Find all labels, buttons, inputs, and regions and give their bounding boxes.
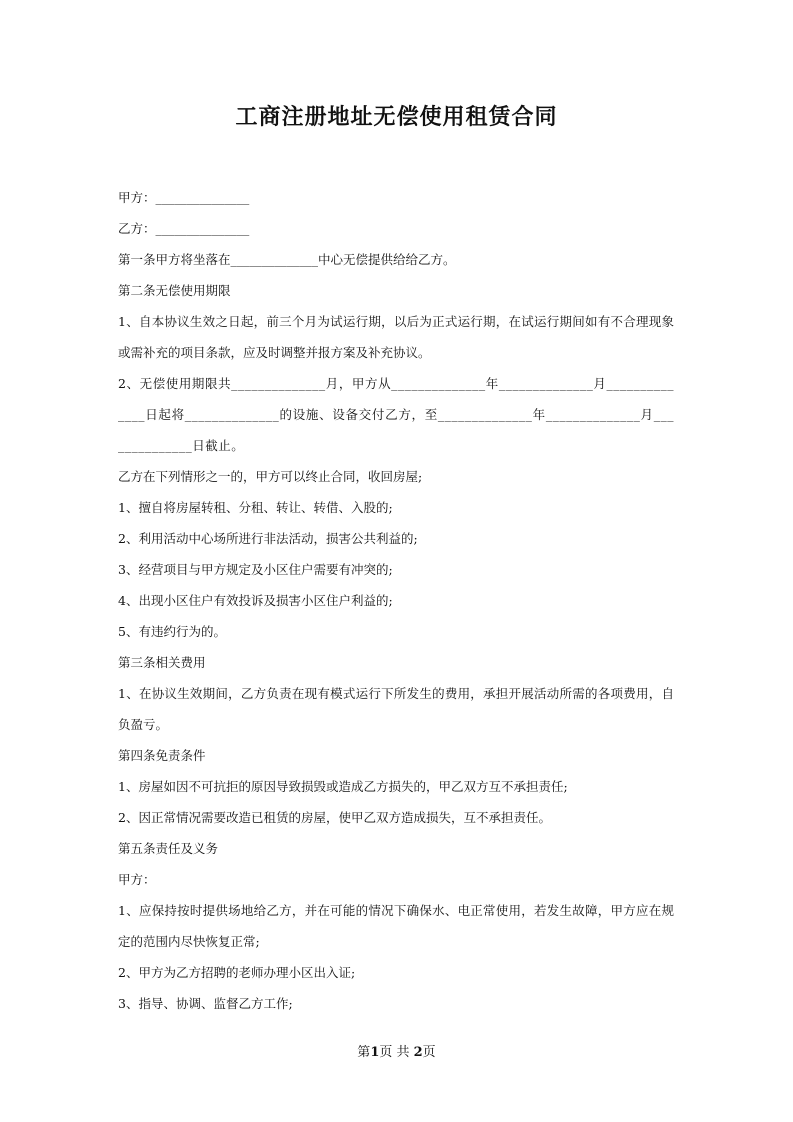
termination-item-2: 2、利用活动中心场所进行非法活动，损害公共利益的; [118, 531, 418, 546]
footer-middle: 页 共 [379, 1045, 414, 1060]
article-3-clause-1: 1、在协议生效期间，乙方负责在现有模式运行下所发生的费用，承担开展活动所需的各项费用，自负盈亏。 [118, 686, 674, 732]
article-2-clause-2: 2、无偿使用期限共______________月，甲方从______________年______________月______________日起将______________的设施、设备交付乙方，至______________年______________月______________日截止。 [118, 376, 674, 453]
footer-suffix: 页 [422, 1045, 436, 1060]
article-2-heading: 第二条无偿使用期限 [118, 283, 231, 298]
party-a-duty-1: 1、应保持按时提供场地给乙方，并在可能的情况下确保水、电正常使用，若发生故障，甲方应在规定的范围内尽快恢复正常; [118, 903, 674, 949]
party-a-line: 甲方：_______________ [118, 190, 250, 205]
article-4-clause-2: 2、因正常情况需要改造已租赁的房屋，使甲乙双方造成损失，互不承担责任。 [118, 810, 551, 825]
termination-intro: 乙方在下列情形之一的，甲方可以终止合同，收回房屋; [118, 469, 423, 484]
current-page-number: 1 [370, 1045, 380, 1060]
termination-item-3: 3、经营项目与甲方规定及小区住户需要有冲突的; [118, 562, 393, 577]
termination-item-4: 4、出现小区住户有效投诉及损害小区住户利益的; [118, 593, 393, 608]
document-body [118, 182, 674, 1019]
party-b-line: 乙方：_______________ [118, 221, 250, 236]
footer-prefix: 第 [357, 1045, 371, 1060]
document-title: 工商注册地址无偿使用租赁合同 [235, 104, 558, 130]
party-a-duty-2: 2、甲方为乙方招聘的老师办理小区出入证; [118, 965, 356, 980]
article-2-clause-1: 1、自本协议生效之日起，前三个月为试运行期，以后为正式运行期，在试运行期间如有不合理现象或需补充的项目条款，应及时调整并报方案及补充协议。 [118, 314, 674, 360]
page-footer [0, 1041, 793, 1060]
article-5-heading: 第五条责任及义务 [118, 841, 219, 856]
termination-item-1: 1、擅自将房屋转租、分租、转让、转借、入股的; [118, 500, 393, 515]
total-page-number: 2 [413, 1045, 423, 1060]
termination-item-5: 5、有违约行为的。 [118, 624, 226, 639]
article-4-clause-1: 1、房屋如因不可抗拒的原因导致损毁或造成乙方损失的，甲乙双方互不承担责任; [118, 779, 568, 794]
party-a-duties-label: 甲方： [118, 872, 156, 887]
article-4-heading: 第四条免责条件 [118, 748, 206, 763]
party-a-duty-3: 3、指导、协调、监督乙方工作; [118, 996, 293, 1011]
article-3-heading: 第三条相关费用 [118, 655, 206, 670]
article-1: 第一条甲方将坐落在______________中心无偿提供给给乙方。 [118, 252, 456, 267]
